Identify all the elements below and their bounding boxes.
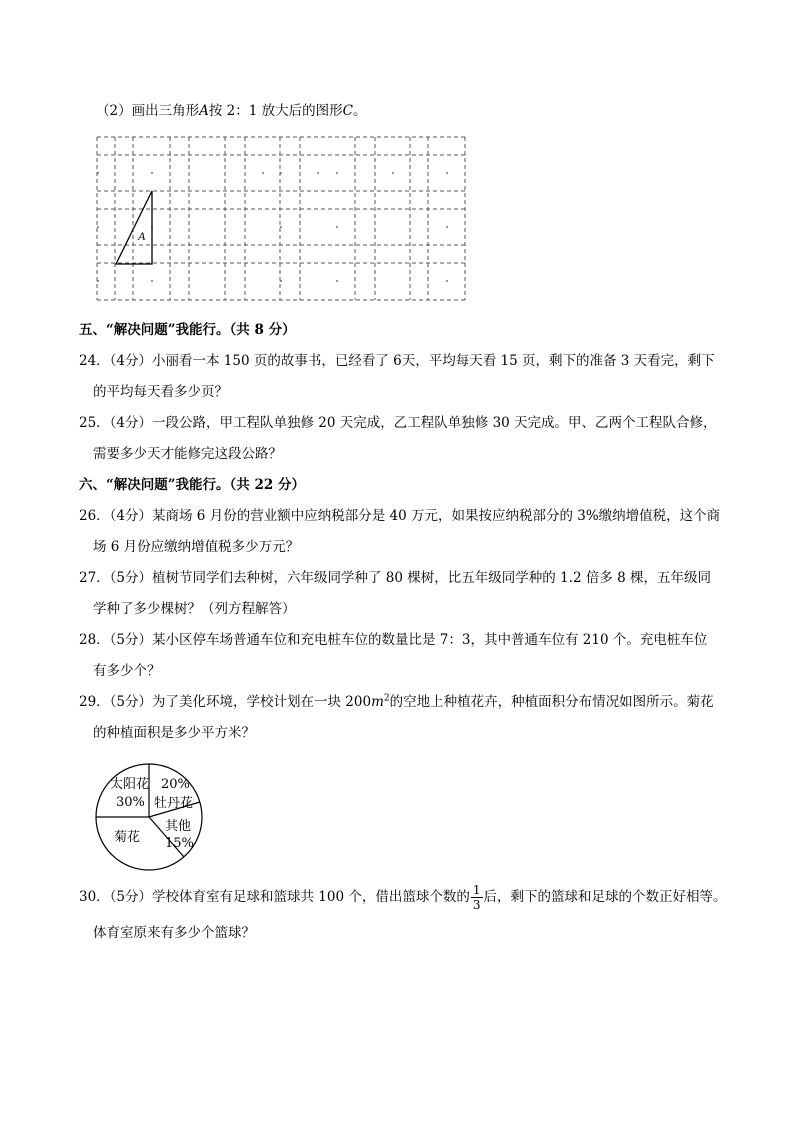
q23-prefix: （2）画出三角形 bbox=[96, 103, 200, 119]
triangle-label: A bbox=[138, 229, 146, 243]
dotted-grid bbox=[95, 135, 467, 303]
fraction-numerator: 1 bbox=[472, 883, 481, 897]
q29-text-a: 29．（5分）为了美化环境，学校计划在一块 200 bbox=[79, 694, 372, 710]
q26-line2: 场 6 月份应缴纳增值税多少万元？ bbox=[93, 539, 300, 555]
q24-line1: 24．（4分）小丽看一本 150 页的故事书，已经看了 6天，平均每天看 15 页，剩下的准备 3 天看完，剩下 bbox=[79, 353, 715, 369]
q26-line1: 26．（4分）某商场 6 月份的营业额中应纳税部分是 40 万元，如果按应纳税部分的 3%缴纳增值税，这个商 bbox=[79, 508, 721, 524]
q30-text-a: 30．（5分）学校体育室有足球和篮球共 100 个，借出篮球个数的 bbox=[79, 889, 470, 905]
pie-value-sunflower: 30% bbox=[116, 795, 145, 810]
q29-line1 bbox=[79, 692, 714, 712]
q23-mid: 按 2：1 放大后的图形 bbox=[208, 103, 343, 119]
pie-label-sunflower: 太阳花 bbox=[110, 777, 150, 792]
q27-line1: 27．（5分）植树节同学们去种树，六年级同学种了 80 棵树，比五年级同学种的 1.2 倍多 8 棵，五年级同 bbox=[79, 570, 712, 586]
q23-var-c: C bbox=[342, 103, 353, 119]
q30-line1 bbox=[79, 883, 727, 912]
q30-fraction bbox=[471, 883, 483, 912]
section5-heading: 五、“解决问题”我能行。（共 8 分） bbox=[79, 322, 296, 338]
pie-value-peony: 20% bbox=[161, 777, 190, 792]
q29-text-b: 的空地上种植花卉，种植面积分布情况如图所示。菊花 bbox=[389, 694, 714, 710]
q28-line1: 28．（5分）某小区停车场普通车位和充电桩车位的数量比是 7：3，其中普通车位有 210 个。充电桩车位 bbox=[79, 632, 708, 648]
q24-line2: 的平均每天看多少页？ bbox=[93, 384, 228, 400]
triangle-a bbox=[116, 191, 152, 264]
q30-text-b: 后，剩下的篮球和足球的个数正好相等。 bbox=[483, 889, 727, 905]
q28-line2: 有多少个？ bbox=[93, 663, 161, 679]
q30-line2: 体育室原来有多少个篮球？ bbox=[93, 925, 255, 941]
q23-suffix: 。 bbox=[352, 103, 367, 119]
flower-pie-chart bbox=[92, 762, 206, 874]
q23-part2 bbox=[96, 101, 366, 121]
q29-unit-exp: 2 bbox=[383, 693, 390, 704]
pie-value-other: 15% bbox=[165, 836, 194, 851]
q29-unit: m bbox=[371, 694, 384, 710]
section6-heading: 六、“解决问题”我能行。（共 22 分） bbox=[79, 477, 305, 493]
pie-label-other: 其他 bbox=[165, 819, 192, 834]
q23-var-a: A bbox=[199, 103, 209, 119]
pie-label-chrysanthemum: 菊花 bbox=[114, 830, 141, 845]
q27-line2: 学种了多少棵树？（列方程解答） bbox=[93, 601, 296, 617]
q25-line1: 25．（4分）一段公路，甲工程队单独修 20 天完成，乙工程队单独修 30 天完成。甲、乙两个工程队合修， bbox=[79, 415, 717, 431]
q25-line2: 需要多少天才能修完这段公路？ bbox=[93, 446, 282, 462]
q29-line2: 的种植面积是多少平方米？ bbox=[93, 725, 255, 741]
pie-label-peony: 牡丹花 bbox=[154, 796, 194, 811]
fraction-denominator: 3 bbox=[472, 898, 481, 912]
